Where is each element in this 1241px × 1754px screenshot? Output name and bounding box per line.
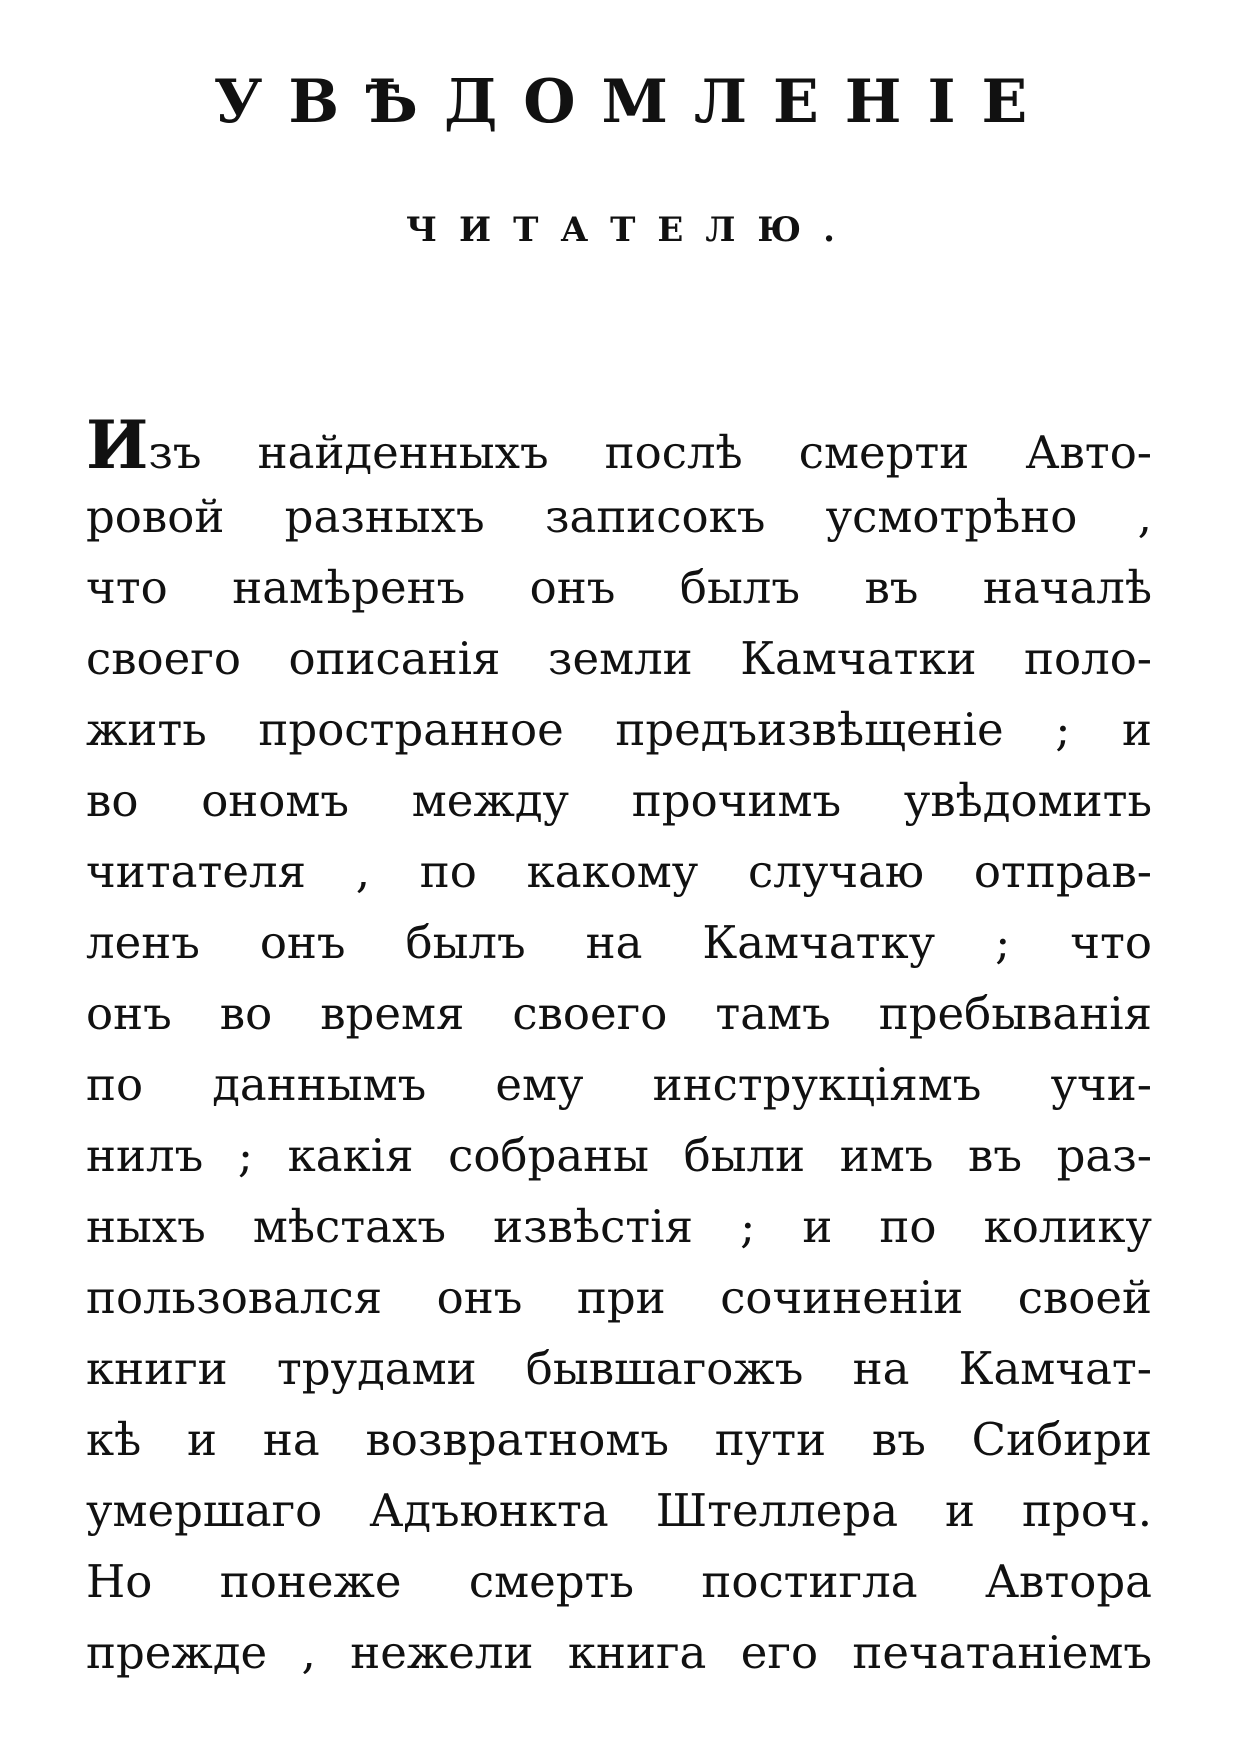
text-line-3: что намѣренъ онъ былъ въ началѣ bbox=[86, 561, 1152, 614]
text-line-9: онъ во время своего тамъ пребыванія bbox=[86, 987, 1152, 1040]
text-line-16: умершаго Адъюнкта Штеллера и проч. bbox=[86, 1484, 1152, 1537]
text-line-15: кѣ и на возвратномъ пути въ Сибири bbox=[86, 1413, 1152, 1466]
text-line-11: нилъ ; какія собраны были имъ въ раз- bbox=[86, 1129, 1152, 1182]
text-line-6: во ономъ между прочимъ увѣдомить bbox=[86, 774, 1152, 827]
text-line-17: Но понеже смерть постигла Автора bbox=[86, 1555, 1152, 1608]
text-line-10: по даннымъ ему инструкціямъ учи- bbox=[86, 1058, 1152, 1111]
text-line-4: своего описанія земли Камчатки поло- bbox=[86, 632, 1152, 685]
body-paragraph bbox=[86, 410, 1152, 1688]
text-line-7: читателя , по какому случаю отправ- bbox=[86, 845, 1152, 898]
text-line-12: ныхъ мѣстахъ извѣстія ; и по колику bbox=[86, 1200, 1152, 1253]
text-line-14: книги трудами бывшагожъ на Камчат- bbox=[86, 1342, 1152, 1395]
page-subtitle: ЧИТАТЕЛЮ. bbox=[405, 210, 858, 250]
text-line-1: Изъ найденныхъ послѣ смерти Авто- bbox=[86, 410, 1152, 481]
text-line-13: пользовался онъ при сочиненіи своей bbox=[86, 1271, 1152, 1324]
page-title: УВѢДОМЛЕНІЕ bbox=[213, 67, 1054, 137]
text-line-8: ленъ онъ былъ на Камчатку ; что bbox=[86, 916, 1152, 969]
text-line-5: жить пространное предъизвѣщеніе ; и bbox=[86, 703, 1152, 756]
text-line-2: ровой разныхъ записокъ усмотрѣно , bbox=[86, 490, 1152, 543]
text-line-18: прежде , нежели книга его печатаніемъ bbox=[86, 1626, 1152, 1679]
